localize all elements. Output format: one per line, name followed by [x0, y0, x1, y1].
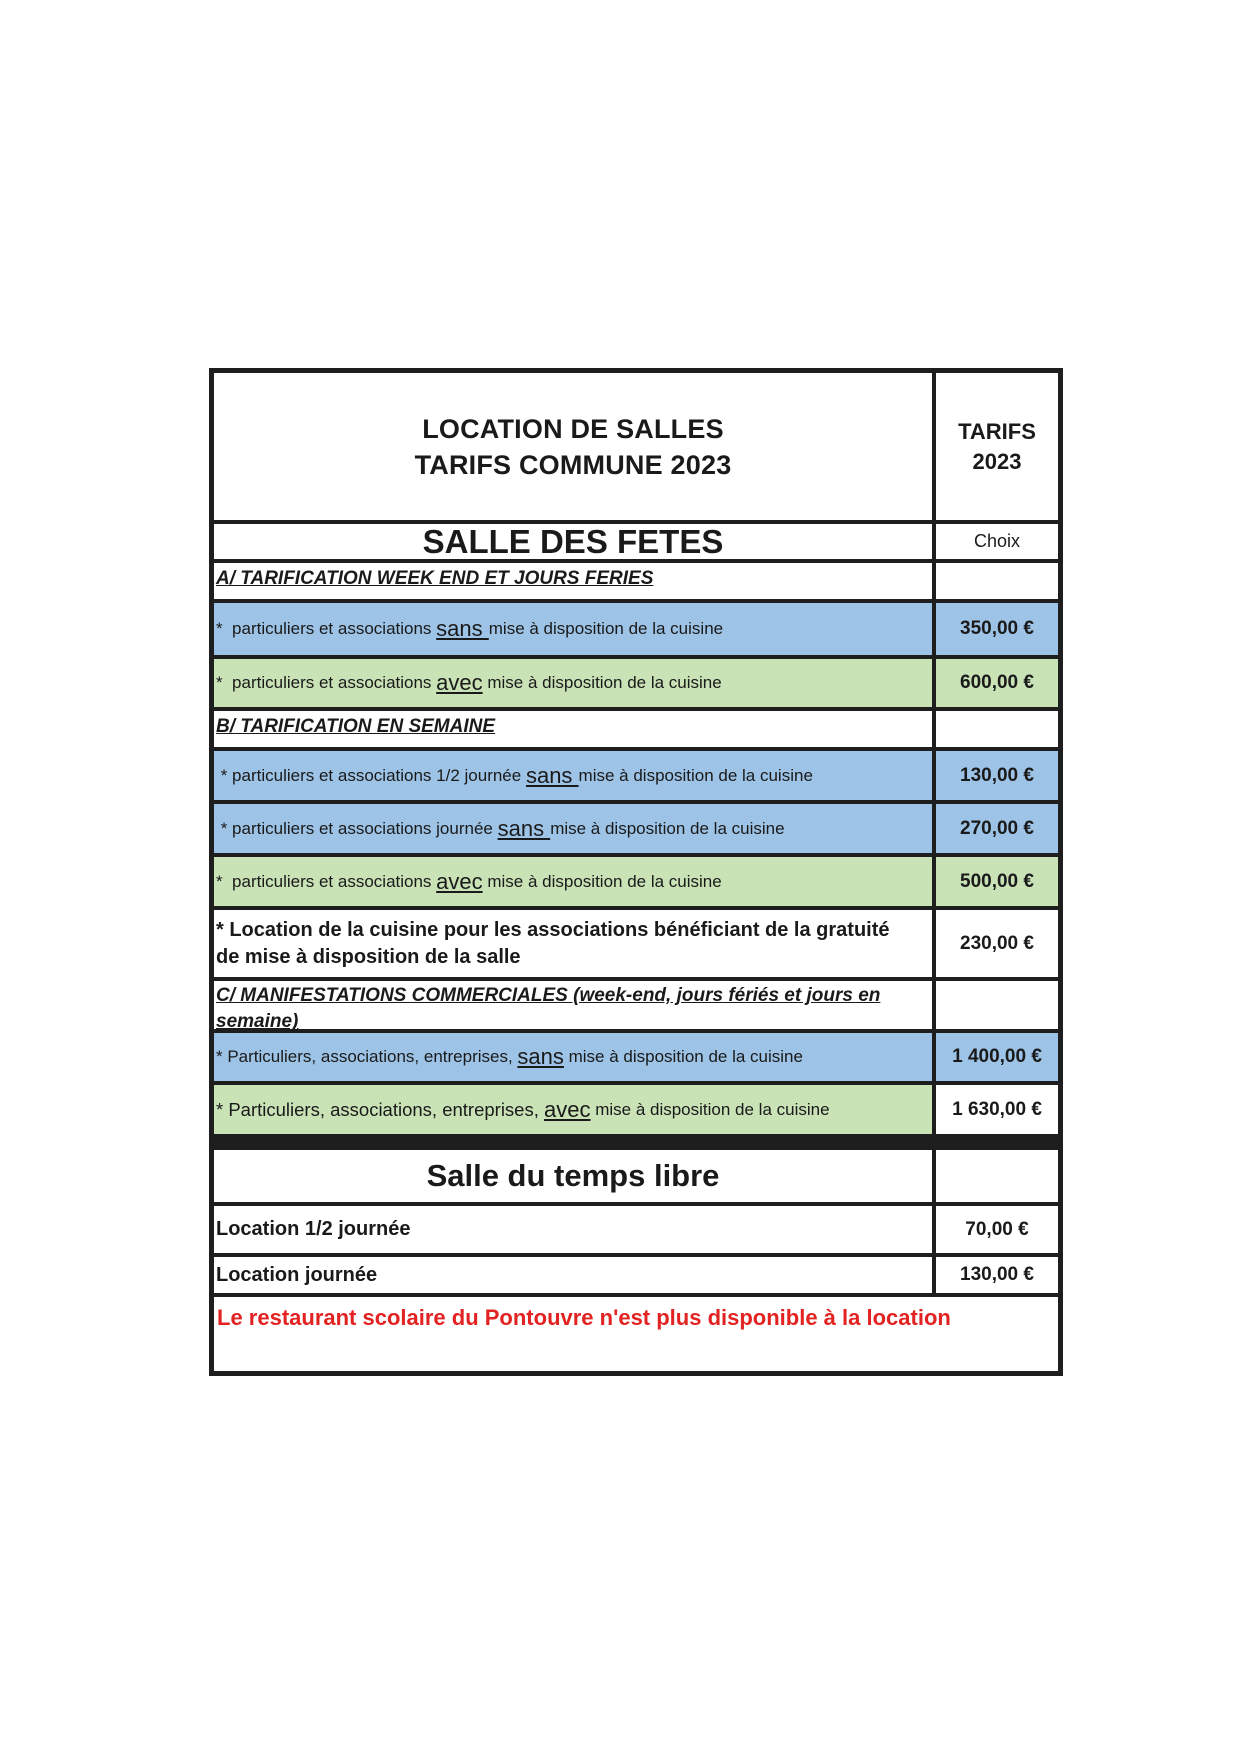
desc-text: mise à disposition de la cuisine: [488, 619, 724, 638]
row-description: [214, 804, 932, 853]
row-label: Location 1/2 journée: [214, 1206, 932, 1253]
desc-text: mise à disposition de la cuisine: [578, 765, 813, 785]
row-label: Location journée: [214, 1257, 932, 1293]
price-cell: 1 630,00 €: [936, 1085, 1058, 1134]
table-row: [214, 659, 1058, 707]
section-c-heading: C/ MANIFESTATIONS COMMERCIALES (week-end, jours fériés et jours en semaine): [214, 981, 932, 1029]
desc-text: * particuliers et associations journée: [216, 818, 498, 838]
row-description: [214, 603, 932, 655]
keyword-avec: avec: [544, 1096, 591, 1122]
price-cell: 600,00 €: [936, 659, 1058, 707]
keyword-avec: avec: [436, 670, 483, 695]
section-b-row: [214, 711, 1058, 747]
tarifs-label: TARIFS: [958, 418, 1036, 444]
price-cell: 500,00 €: [936, 857, 1058, 906]
table-row: [214, 1206, 1058, 1253]
keyword-avec: avec: [436, 868, 483, 894]
salle-temps-libre-title: Salle du temps libre: [214, 1150, 932, 1202]
empty-price-cell: [936, 711, 1058, 747]
salle-fetes-title: SALLE DES FETES: [214, 524, 932, 559]
desc-text: * Particuliers, associations, entreprises,: [216, 1047, 518, 1066]
desc-text: mise à disposition de la cuisine: [482, 871, 722, 891]
row-description: [214, 857, 932, 906]
salle-fetes-title-row: [214, 524, 1058, 559]
cuisine-line-1: * Location de la cuisine pour les associations bénéficiant de la gratuité: [216, 918, 890, 941]
notice-text: Le restaurant scolaire du Pontouvre n'est plus disponible à la location: [214, 1297, 1058, 1371]
price-cell: 130,00 €: [936, 751, 1058, 800]
notice-row: [214, 1297, 1058, 1371]
section-b-heading: B/ TARIFICATION EN SEMAINE: [214, 711, 932, 747]
empty-price-cell: [936, 981, 1058, 1029]
desc-text: * particuliers et associations: [216, 673, 437, 692]
table-row: [214, 910, 1058, 977]
row-description: [214, 751, 932, 800]
page-title: [214, 373, 932, 520]
keyword-sans: sans: [436, 616, 489, 641]
table-row: [214, 804, 1058, 853]
choix-label: Choix: [936, 524, 1058, 559]
desc-text: mise à disposition de la cuisine: [590, 1099, 830, 1119]
title-line-2: TARIFS COMMUNE 2023: [414, 449, 732, 480]
row-description: [214, 1085, 932, 1134]
table-row: [214, 857, 1058, 906]
section-a-heading: A/ TARIFICATION WEEK END ET JOURS FERIES: [214, 563, 932, 599]
table-row: [214, 1257, 1058, 1293]
empty-price-cell: [936, 1150, 1058, 1202]
price-cell: 70,00 €: [936, 1206, 1058, 1253]
table-row: [214, 1085, 1058, 1134]
desc-text: * particuliers et associations 1/2 journée: [216, 765, 526, 785]
tarifs-header: [936, 373, 1058, 520]
keyword-sans: sans: [517, 1044, 564, 1069]
section-a-row: [214, 563, 1058, 599]
title-line-1: LOCATION DE SALLES: [422, 413, 724, 444]
tarifs-year: 2023: [972, 448, 1022, 474]
empty-price-cell: [936, 563, 1058, 599]
table-row: [214, 751, 1058, 800]
desc-text: mise à disposition de la cuisine: [482, 673, 722, 692]
desc-text: * particuliers et associations: [216, 619, 437, 638]
price-cell: 230,00 €: [936, 910, 1058, 977]
section-c-row: [214, 981, 1058, 1032]
keyword-sans: sans: [525, 762, 579, 788]
cuisine-description: [214, 910, 932, 977]
salle-temps-libre-title-row: [214, 1150, 1058, 1202]
row-description: [214, 1033, 932, 1081]
price-cell: 350,00 €: [936, 603, 1058, 655]
desc-text: * particuliers et associations: [216, 871, 437, 891]
table-row: [214, 1033, 1058, 1081]
price-cell: 1 400,00 €: [936, 1033, 1058, 1081]
desc-text: * Particuliers, associations, entreprises,: [216, 1098, 544, 1120]
header-row: [214, 373, 1058, 520]
table-row: [214, 603, 1058, 655]
keyword-sans: sans: [497, 815, 551, 841]
tariff-table: [209, 368, 1063, 1376]
desc-text: mise à disposition de la cuisine: [563, 1047, 803, 1066]
desc-text: mise à disposition de la cuisine: [550, 818, 785, 838]
row-description: [214, 659, 932, 707]
cuisine-line-2: de mise à disposition de la salle: [216, 945, 521, 968]
price-cell: 270,00 €: [936, 804, 1058, 853]
price-cell: 130,00 €: [936, 1257, 1058, 1293]
